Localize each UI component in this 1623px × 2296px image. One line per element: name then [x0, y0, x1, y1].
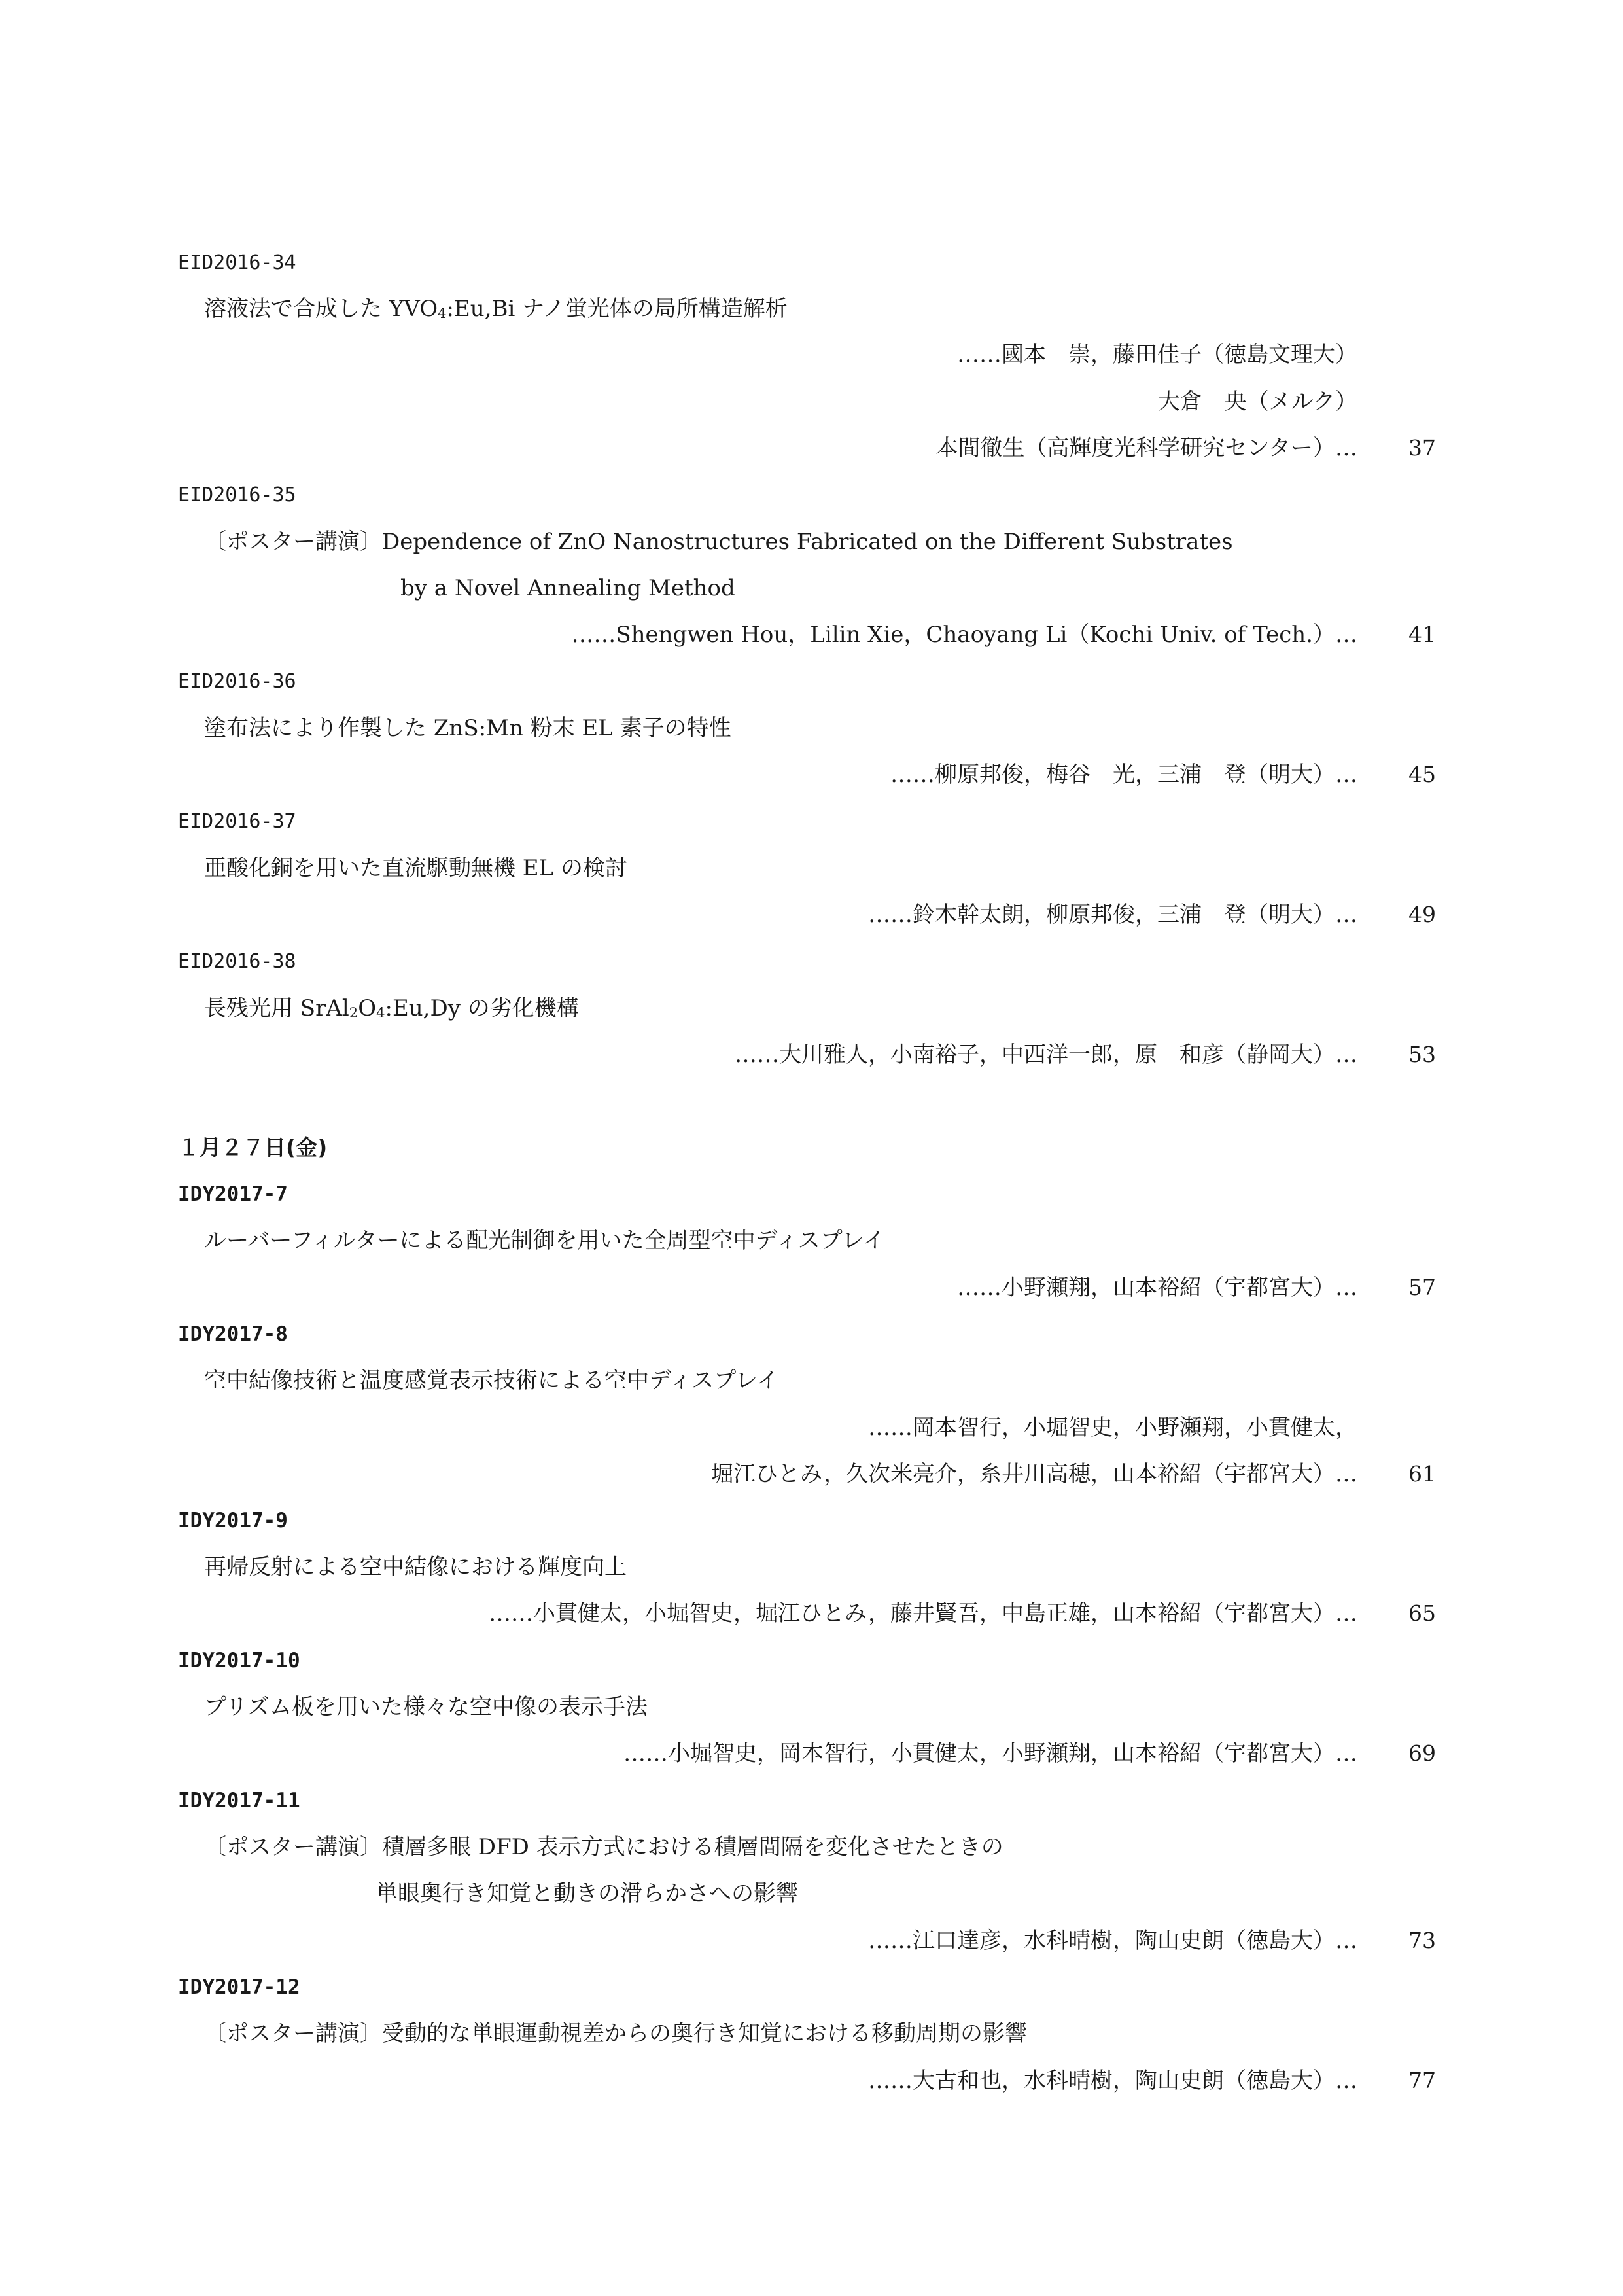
entry-code: EID2016-34 [178, 251, 296, 274]
entry-title: 長残光用 $SrAl_2O_4:Eu,Dy$ の劣化機構 [204, 995, 579, 1021]
date-heading: １月２７日(金) [178, 1135, 328, 1160]
page-number: 41 [1408, 622, 1436, 647]
entry-title-continued: by a Novel Annealing Method [400, 575, 735, 601]
entry-code: IDY2017-11 [178, 1789, 300, 1812]
entry-code: IDY2017-10 [178, 1649, 300, 1672]
page-number: 37 [1408, 435, 1436, 461]
entry-code: EID2016-38 [178, 950, 296, 973]
entry-title: 再帰反射による空中結像における輝度向上 [204, 1554, 627, 1580]
entry-code: EID2016-36 [178, 670, 296, 693]
entry-authors: 堀江ひとみ，久次米亮介，糸井川高穂，山本裕紹（宇都宮大）… [710, 1461, 1357, 1487]
entry-title: プリズム板を用いた様々な空中像の表示手法 [204, 1694, 648, 1720]
entry-code: EID2016-35 [178, 484, 296, 506]
page-number: 49 [1408, 902, 1436, 927]
page-number: 77 [1408, 2068, 1436, 2093]
entry-title: ルーバーフィルターによる配光制御を用いた全周型空中ディスプレイ [204, 1227, 885, 1254]
entry-title: 亜酸化銅を用いた直流駆動無機 EL の検討 [204, 855, 628, 881]
page-number: 65 [1408, 1600, 1436, 1626]
entry-title: 溶液法で合成した $YVO_4:Eu,Bi$ ナノ蛍光体の局所構造解析 [204, 296, 788, 322]
entry-authors: ……岡本智行，小堀智史，小野瀬翔，小貫健太， [868, 1415, 1357, 1441]
entry-authors: ……鈴木幹太朗，柳原邦俊，三浦 登（明大）… [868, 902, 1357, 928]
entry-authors: 本間徹生（高輝度光科学研究センター）… [935, 435, 1357, 461]
entry-authors: ……柳原邦俊，梅谷 光，三浦 登（明大）… [890, 762, 1357, 788]
entry-title: 〔ポスター講演〕積層多眼 DFD 表示方式における積層間隔を変化させたときの [204, 1834, 1003, 1860]
entry-authors: ……小貫健太，小堀智史，堀江ひとみ，藤井賢吾，中島正雄，山本裕紹（宇都宮大）… [488, 1600, 1357, 1627]
page-number: 73 [1408, 1928, 1436, 1953]
entry-code: EID2016-37 [178, 810, 296, 833]
entry-authors: ……Shengwen Hou，Lilin Xie，Chaoyang Li（Kochi Univ. of Tech.）… [571, 622, 1357, 648]
entry-authors: ……國本 崇，藤田佳子（徳島文理大） [957, 342, 1357, 368]
entry-title: 塗布法により作製した ZnS:Mn 粉末 EL 素子の特性 [204, 715, 731, 741]
entry-code: IDY2017-7 [178, 1182, 288, 1206]
page-number: 53 [1408, 1042, 1436, 1067]
entry-authors: ……小堀智史，岡本智行，小貫健太，小野瀬翔，山本裕紹（宇都宮大）… [623, 1740, 1357, 1767]
page-number: 57 [1408, 1275, 1436, 1300]
entry-authors: ……大川雅人，小南裕子，中西洋一郎，原 和彦（静岡大）… [735, 1042, 1357, 1068]
entry-code: IDY2017-12 [178, 1975, 300, 1999]
entry-title: 〔ポスター講演〕Dependence of ZnO Nanostructures Fabricated on the Different Substrates [204, 529, 1233, 555]
page-number: 45 [1408, 762, 1436, 787]
entry-title: 〔ポスター講演〕受動的な単眼運動視差からの奥行き知覚における移動周期の影響 [204, 2021, 1027, 2047]
entry-code: IDY2017-9 [178, 1509, 288, 1532]
entry-title: 空中結像技術と温度感覚表示技術による空中ディスプレイ [204, 1368, 779, 1394]
entry-authors: 大倉 央（メルク） [1157, 389, 1357, 415]
entry-authors: ……大古和也，水科晴樹，陶山史朗（徳島大）… [868, 2068, 1357, 2094]
entry-title-continued: 単眼奥行き知覚と動きの滑らかさへの影響 [375, 1881, 798, 1907]
page-number: 61 [1408, 1461, 1436, 1487]
entry-code: IDY2017-8 [178, 1322, 288, 1346]
entry-authors: ……小野瀬翔，山本裕紹（宇都宮大）… [957, 1275, 1357, 1301]
entry-authors: ……江口達彦，水科晴樹，陶山史朗（徳島大）… [868, 1928, 1357, 1954]
page-number: 69 [1408, 1740, 1436, 1766]
